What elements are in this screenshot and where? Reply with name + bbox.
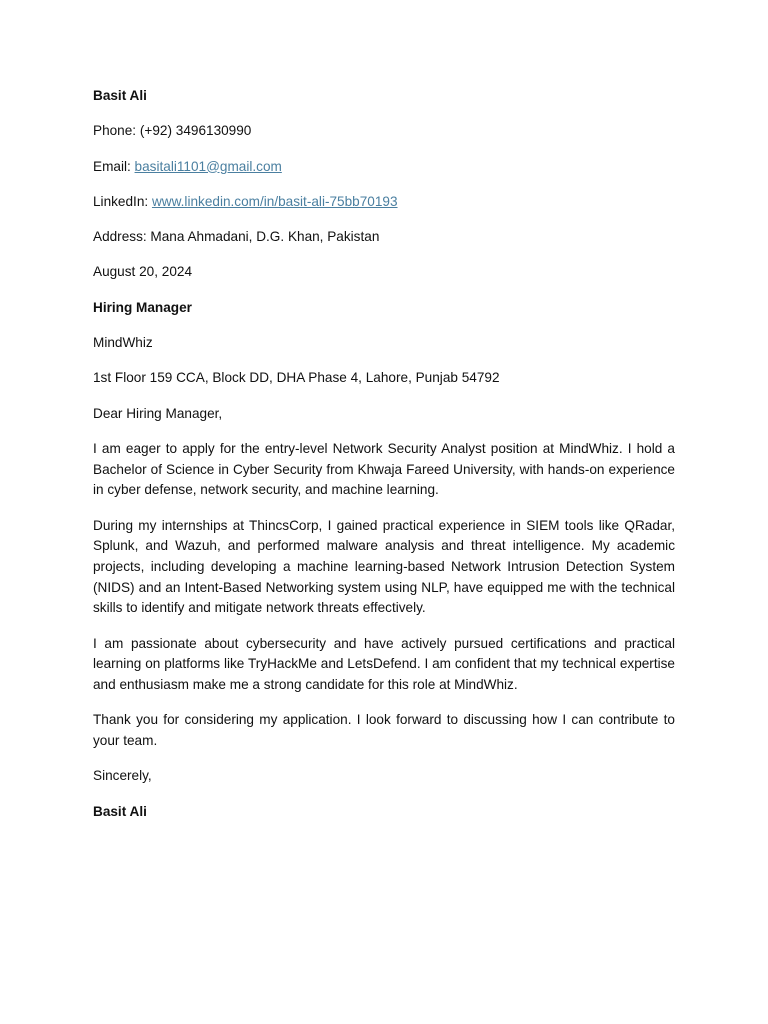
sender-name: Basit Ali <box>93 88 147 103</box>
sender-phone <box>93 121 675 142</box>
linkedin-link[interactable]: www.linkedin.com/in/basit-ali-75bb70193 <box>151 193 398 209</box>
email-link[interactable]: basitali1101@gmail.com <box>134 158 282 174</box>
closing: Sincerely, <box>93 768 152 784</box>
sender-email <box>93 157 675 178</box>
email-label: Email: <box>93 158 135 174</box>
linkedin-label: LinkedIn: <box>93 193 152 209</box>
sender-address: Address: Mana Ahmadani, D.G. Khan, Pakistan <box>93 229 380 245</box>
phone-number: (+92) 3496130990 <box>139 123 252 139</box>
phone-label: Phone: <box>93 123 140 139</box>
recipient-address: 1st Floor 159 CCA, Block DD, DHA Phase 4, Lahore, Punjab 54792 <box>93 370 500 386</box>
signature: Basit Ali <box>93 803 147 819</box>
recipient-company: MindWhiz <box>93 335 153 351</box>
body-paragraph-3: I am passionate about cybersecurity and have actively pursued certifications and practical learning on platforms like TryHackMe and LetsDefend. I am confident that my technical expertise and enthusiasm make me a strong candidate for this role at MindWhiz. <box>93 635 675 693</box>
salutation: Dear Hiring Manager, <box>93 405 223 421</box>
sender-linkedin <box>93 192 675 213</box>
recipient-title: Hiring Manager <box>93 299 192 315</box>
body-paragraph-4: Thank you for considering my application. I look forward to discussing how I can contribute to your team. <box>93 712 675 749</box>
letter-date: August 20, 2024 <box>93 264 193 280</box>
cover-letter <box>93 86 675 837</box>
body-paragraph-1: I am eager to apply for the entry-level Network Security Analyst position at MindWhiz. I hold a Bachelor of Science in Cyber Security from Khwaja Fareed University, with hands-on experience in cyber defense, network security, and machine learning. <box>93 440 675 498</box>
body-paragraph-2: During my internships at ThincsCorp, I gained practical experience in SIEM tools like QRadar, Splunk, and Wazuh, and performed malware analysis and threat intelligence. My academic projects, including developing a machine learning-based Network Intrusion Detection System (NIDS) and an Intent-Based Networking system using NLP, have equipped me with the technical skills to identify and mitigate network threats effectively. <box>93 517 675 616</box>
